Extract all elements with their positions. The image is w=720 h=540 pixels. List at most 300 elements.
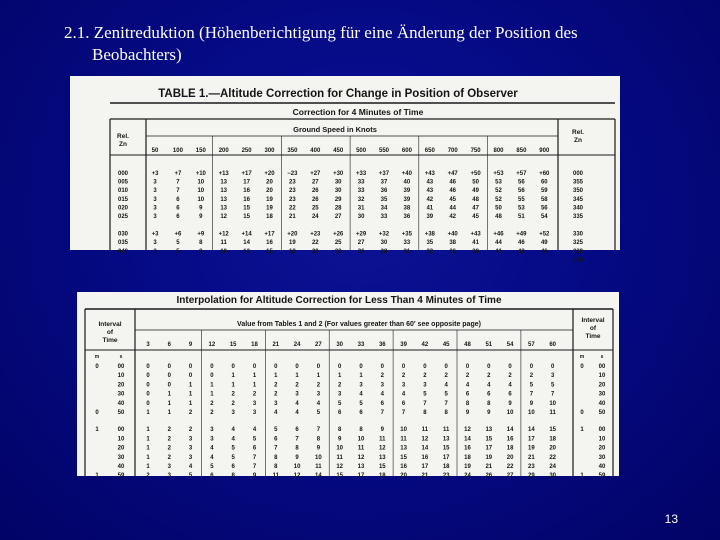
table1-cell: 8 <box>199 248 203 255</box>
table1-cell: 43 <box>518 248 525 255</box>
table1-cell: +23 <box>310 231 321 238</box>
table1-cell: +26 <box>333 231 344 238</box>
interp-cell: 0 <box>146 364 150 370</box>
interp-cell: 5 <box>444 391 448 398</box>
interp-title: Interpolation for Altitude Correction for Less Than 4 Minutes of Time <box>176 295 502 306</box>
interp-cell: 12 <box>336 464 344 470</box>
interp-cell: 10 <box>528 410 535 416</box>
interp-unit: s <box>600 354 604 360</box>
table1-zn-right-cell: 330 <box>572 231 584 238</box>
interp-cell: 2 <box>316 382 321 389</box>
interp-interval-min: 0 <box>95 364 99 370</box>
interp-cell: 17 <box>357 473 365 480</box>
interp-cell: 22 <box>506 464 514 470</box>
interp-interval-sec: 59 <box>598 473 606 480</box>
table1-cell: 3 <box>153 248 157 255</box>
interp-cell: 6 <box>465 391 470 398</box>
interp-cell: 27 <box>506 473 514 480</box>
interp-cell: 10 <box>400 427 407 434</box>
table1-cell: 44 <box>449 205 457 212</box>
interp-cell: 10 <box>549 400 557 407</box>
interp-cell: 18 <box>549 436 557 443</box>
table1-cell: 19 <box>289 240 296 247</box>
interp-cell: 11 <box>357 445 365 452</box>
table1-zn-right-cell: 345 <box>572 196 584 203</box>
interp-interval-min: 1 <box>580 427 584 434</box>
interp-cell: 12 <box>421 436 429 443</box>
interp-cell: 0 <box>316 364 321 370</box>
interp-cell: 2 <box>188 410 193 416</box>
interp-cell: 1 <box>274 373 278 380</box>
interp-cell: 3 <box>210 427 214 434</box>
interp-cell: 6 <box>338 410 342 416</box>
interp-cell: 0 <box>274 364 278 370</box>
table1-cell: 49 <box>540 240 548 247</box>
table1-cell: 7 <box>176 179 180 186</box>
interp-cell: 18 <box>506 445 514 452</box>
interp-cell: 4 <box>508 382 512 389</box>
table1-cell: 3 <box>153 205 157 212</box>
interp-interval-sec: 20 <box>117 445 125 452</box>
interp-cell: 11 <box>400 436 407 443</box>
table1-cell: 20 <box>266 188 273 195</box>
table1-cell: +52 <box>539 231 550 238</box>
interp-cell: 4 <box>444 382 448 389</box>
interp-cell: 3 <box>167 473 171 480</box>
interp-cell: 29 <box>528 473 535 480</box>
interp-cell: 19 <box>485 454 493 461</box>
table1-cell: 31 <box>403 248 411 255</box>
interp-cell: 2 <box>380 373 384 380</box>
interp-cell: 1 <box>188 391 193 398</box>
interp-interval-label-left: Interval <box>98 321 122 328</box>
interp-cell: 12 <box>357 454 365 461</box>
table1-cell: 46 <box>540 248 548 255</box>
table1-cell: 51 <box>518 214 525 220</box>
interp-cell: 26 <box>485 473 493 480</box>
interp-cell: 2 <box>401 373 406 380</box>
table1-cell: 32 <box>357 196 365 203</box>
interp-cell: 3 <box>423 382 427 389</box>
interp-cell: 22 <box>549 454 557 461</box>
interp-column-header: 27 <box>315 342 322 348</box>
table1-cell: 30 <box>334 188 342 195</box>
interp-cell: 30 <box>549 473 557 480</box>
table1-cell: +17 <box>264 231 275 238</box>
table1-svg <box>70 76 620 264</box>
interp-cell: 18 <box>378 473 386 480</box>
table1-speed-header-cell: 900 <box>539 148 550 154</box>
interp-column-header: 45 <box>442 342 450 348</box>
table1-cell: 16 <box>243 188 250 195</box>
interp-cell: 0 <box>380 364 384 370</box>
table1-cell: 46 <box>449 188 457 195</box>
interp-cell: 23 <box>528 464 535 470</box>
interp-cell: 11 <box>315 464 322 470</box>
table1-cell: +33 <box>356 171 367 177</box>
interp-cell: 15 <box>336 473 344 480</box>
interp-cell: 3 <box>380 382 384 389</box>
interp-cell: 15 <box>400 454 407 461</box>
interp-interval-sec: 20 <box>117 382 125 389</box>
table1-cell: 35 <box>380 196 388 203</box>
interp-interval-sec: 30 <box>117 391 125 398</box>
table1-cell: 33 <box>357 188 365 195</box>
interp-cell: 5 <box>423 391 427 398</box>
table1-cell: 54 <box>540 214 548 220</box>
table1-cell: 20 <box>266 179 273 186</box>
table1-cell: 43 <box>426 179 434 186</box>
table1-cell: +6 <box>174 231 182 238</box>
interp-cell: 0 <box>231 364 235 370</box>
interp-cell: 0 <box>487 364 491 370</box>
interp-cell: 11 <box>421 427 429 434</box>
table1-cell: 53 <box>495 179 502 186</box>
interp-cell: 7 <box>380 410 384 416</box>
interp-cell: 0 <box>167 364 171 370</box>
interp-cell: 0 <box>210 373 214 380</box>
table1-cell: 39 <box>426 214 434 220</box>
table1-cell: +17 <box>241 171 252 177</box>
interp-column-header: 57 <box>528 342 535 348</box>
interp-cell: 21 <box>528 454 535 461</box>
table1-speed-header-cell: 450 <box>333 148 344 154</box>
interp-cell: 2 <box>167 454 171 461</box>
table1-cell: 5 <box>176 240 180 247</box>
interp-cell: 16 <box>400 464 407 470</box>
interp-cell: 5 <box>252 436 257 443</box>
interp-cell: 4 <box>401 391 406 398</box>
interp-interval-sec: 20 <box>598 382 606 389</box>
interp-column-header: 33 <box>357 342 365 348</box>
table1-cell: 27 <box>357 240 365 247</box>
interp-cell: 5 <box>316 410 321 416</box>
interp-cell: 0 <box>551 364 555 370</box>
interp-cell: 2 <box>423 373 427 380</box>
interp-column-header: 21 <box>272 342 280 348</box>
interp-cell: 3 <box>359 382 363 389</box>
table1-cell: +13 <box>218 171 229 177</box>
interp-cell: 10 <box>336 445 344 452</box>
table1-cell: 16 <box>266 240 273 247</box>
interp-column-header: 48 <box>464 342 471 348</box>
interp-cell: 4 <box>188 464 193 470</box>
interp-interval-sec: 50 <box>598 410 606 416</box>
interpolation-scan <box>77 292 619 480</box>
table1-cell: +12 <box>218 231 229 238</box>
interp-cell: 1 <box>146 410 150 416</box>
interp-interval-sec: 40 <box>598 400 606 407</box>
table1-cell: 45 <box>449 196 457 203</box>
table1-zn-left-cell: 015 <box>117 196 129 203</box>
interp-column-header: 30 <box>336 342 344 348</box>
interp-cell: 4 <box>380 391 384 398</box>
interp-interval-label-left: of <box>106 329 114 336</box>
interp-cell: 1 <box>338 373 342 380</box>
interp-cell: 6 <box>210 473 214 480</box>
interp-cell: 4 <box>210 454 214 461</box>
table1-cell: +3 <box>151 231 159 238</box>
interp-cell: 4 <box>295 410 299 416</box>
interp-cell: 2 <box>444 373 448 380</box>
interp-cell: 6 <box>295 427 299 434</box>
table1-cell: 11 <box>220 240 227 247</box>
interp-cell: 18 <box>442 464 450 470</box>
interp-cell: 17 <box>485 445 493 452</box>
table1-cell: 50 <box>495 205 502 212</box>
table1-speed-header-cell: 150 <box>195 148 206 154</box>
interp-cell: 19 <box>528 445 535 452</box>
interp-cell: 7 <box>316 427 321 434</box>
table1-cell: +32 <box>378 231 390 238</box>
interp-interval-label-left: Time <box>102 337 118 344</box>
interp-cell: 0 <box>146 400 150 407</box>
table1-cell: 27 <box>334 214 342 220</box>
interp-cell: 9 <box>508 400 512 407</box>
table1-cell: 26 <box>357 248 365 255</box>
interp-cell: 3 <box>295 391 299 398</box>
table1-cell: 23 <box>289 179 296 186</box>
table1-cell: +46 <box>493 231 504 238</box>
table1-cell: 9 <box>199 205 203 212</box>
table1-zn-right-cell: 320 <box>572 248 584 255</box>
interp-cell: 16 <box>506 436 514 443</box>
interp-column-header: 15 <box>229 342 237 348</box>
interp-cell: 5 <box>338 400 342 407</box>
table1-cell: 5 <box>176 248 180 255</box>
interp-cell: 0 <box>444 364 448 370</box>
interp-cell: 14 <box>528 427 535 434</box>
interp-cell: 3 <box>231 410 235 416</box>
table1-cell: 20 <box>311 248 319 255</box>
table1-cell: 18 <box>289 248 296 255</box>
interp-cell: 1 <box>316 373 321 380</box>
table1-cell: 7 <box>176 188 180 195</box>
interp-cell: 1 <box>146 454 150 461</box>
interp-cell: 2 <box>529 373 534 380</box>
interp-cell: 8 <box>274 454 278 461</box>
table1-speed-header-cell: 300 <box>264 148 275 154</box>
interp-interval-label-right: Interval <box>581 317 605 324</box>
interp-cell: 1 <box>167 391 171 398</box>
interp-cell: 2 <box>252 391 257 398</box>
interp-cell: 7 <box>551 391 555 398</box>
interp-interval-sec: 00 <box>598 364 606 370</box>
interp-cell: 0 <box>252 364 257 370</box>
table1-cell: 30 <box>357 214 365 220</box>
interp-interval-sec: 30 <box>598 391 606 398</box>
interp-interval-sec: 10 <box>598 373 606 380</box>
table1-cell: 34 <box>380 205 388 212</box>
interp-cell: 3 <box>316 391 321 398</box>
interp-cell: 0 <box>401 364 406 370</box>
table1-speed-header-cell: 750 <box>470 148 481 154</box>
table1-speed-header-cell: 200 <box>218 148 229 154</box>
table1-cell: 16 <box>243 196 250 203</box>
table1-cell: 29 <box>334 196 342 203</box>
table1-cell: 55 <box>518 196 525 203</box>
interp-cell: 0 <box>529 364 534 370</box>
table1-cell: 33 <box>357 179 365 186</box>
table1-speed-header-cell: 50 <box>151 148 159 154</box>
table1-cell: 35 <box>426 240 434 247</box>
interp-cell: 2 <box>210 410 214 416</box>
interp-cell: 4 <box>252 427 257 434</box>
table1-cell: 23 <box>334 248 342 255</box>
table1-cell: 13 <box>243 248 250 255</box>
table1-cell: 13 <box>220 196 228 203</box>
table1-cell: +29 <box>356 231 367 238</box>
interp-cell: 8 <box>444 410 448 416</box>
interp-cell: 11 <box>549 410 556 416</box>
table1-cell: +50 <box>470 171 481 177</box>
table1-cell: 33 <box>380 214 388 220</box>
interp-cell: 5 <box>274 427 278 434</box>
table1-relzn-right: Rel. <box>572 129 584 136</box>
interp-cell: 10 <box>357 436 365 443</box>
interp-interval-label-right: of <box>589 325 597 332</box>
interp-cell: 1 <box>210 382 214 389</box>
interp-cell: 20 <box>549 445 557 452</box>
interp-cell: 12 <box>293 473 301 480</box>
table1-cell: 52 <box>495 188 502 195</box>
interp-cell: 2 <box>231 400 235 407</box>
table1-cell: 37 <box>380 179 388 186</box>
interp-cell: 1 <box>167 410 171 416</box>
table1-cell: +20 <box>264 171 275 177</box>
table1-cell: 44 <box>495 240 502 247</box>
interp-cell: 8 <box>316 436 321 443</box>
interp-cell: 6 <box>274 436 278 443</box>
interp-cell: 2 <box>295 382 299 389</box>
interp-cell: 8 <box>487 400 491 407</box>
table1-cell: 15 <box>243 214 250 220</box>
table1-cell: 10 <box>197 188 205 195</box>
interp-cell: 0 <box>465 364 470 370</box>
table1-cell: 25 <box>334 240 342 247</box>
interp-cell: 13 <box>400 445 407 452</box>
interp-cell: 3 <box>210 436 214 443</box>
interp-cell: 7 <box>401 410 406 416</box>
interp-cell: 4 <box>295 400 299 407</box>
table1-cell: 15 <box>266 248 273 255</box>
table1-cell: +14 <box>241 231 252 238</box>
table1-speed-header-cell: 650 <box>424 148 435 154</box>
interp-cell: 0 <box>167 382 171 389</box>
interp-cell: 1 <box>231 382 235 389</box>
table1-cell: 6 <box>176 214 180 220</box>
interp-interval-sec: 59 <box>117 473 125 480</box>
table1-cell: 10 <box>197 179 205 186</box>
table1-cell: 17 <box>243 179 250 186</box>
interp-cell: 9 <box>316 445 321 452</box>
interp-cell: 20 <box>506 454 514 461</box>
interp-cell: 7 <box>274 445 278 452</box>
interp-cell: 2 <box>188 427 193 434</box>
table1-cell: 30 <box>380 240 388 247</box>
interp-cell: 8 <box>338 427 342 434</box>
table1-cell: 39 <box>403 188 411 195</box>
interp-cell: 3 <box>188 454 193 461</box>
interp-cell: 11 <box>272 473 279 480</box>
interp-cell: 3 <box>338 391 342 398</box>
page-number: 13 <box>664 512 678 526</box>
table1-cell: 42 <box>449 214 457 220</box>
interp-cell: 1 <box>146 436 150 443</box>
interp-column-header: 54 <box>506 342 514 348</box>
table1-cell: 3 <box>153 214 157 220</box>
table1-cell: 13 <box>220 188 228 195</box>
interp-cell: 3 <box>252 410 257 416</box>
table1-cell: 27 <box>311 179 319 186</box>
interp-cell: 0 <box>508 364 512 370</box>
table1-cell: 28 <box>380 248 388 255</box>
table1-cell: 38 <box>449 240 457 247</box>
interp-column-header: 6 <box>167 342 171 348</box>
interp-cell: 24 <box>549 464 557 470</box>
interp-cell: 17 <box>528 436 535 443</box>
table1-speed-header-cell: 250 <box>241 148 252 154</box>
interp-cell: 4 <box>274 410 278 416</box>
interp-value-header: Value from Tables 1 and 2 (For values greater than 60′ see opposite page) <box>237 321 481 328</box>
interp-cell: 2 <box>210 400 214 407</box>
interp-cell: 6 <box>231 464 235 470</box>
table1-cell: 15 <box>243 205 250 212</box>
interp-interval-sec: 20 <box>598 445 606 452</box>
table1-cell: +43 <box>470 231 481 238</box>
interp-cell: 24 <box>464 473 471 480</box>
interp-cell: 12 <box>464 427 471 434</box>
interp-cell: 0 <box>423 364 427 370</box>
interp-cell: 0 <box>146 373 150 380</box>
table1-cell: 48 <box>495 214 502 220</box>
table1-cell: 26 <box>311 188 319 195</box>
interp-unit: m <box>579 354 585 360</box>
interp-cell: 15 <box>549 427 557 434</box>
table1-cell: 19 <box>266 205 273 212</box>
table1-cell: 47 <box>472 205 479 212</box>
interp-cell: 6 <box>508 391 512 398</box>
table1-cell: +57 <box>516 171 527 177</box>
interp-cell: 8 <box>231 473 235 480</box>
interp-interval-sec: 00 <box>117 364 125 370</box>
interp-cell: 11 <box>379 436 386 443</box>
interp-cell: 4 <box>465 382 470 389</box>
table1-zn-left-cell: 010 <box>117 188 129 195</box>
interp-cell: 1 <box>188 400 193 407</box>
table1-cell: 50 <box>472 179 479 186</box>
interp-interval-sec: 40 <box>117 400 125 407</box>
interp-cell: 0 <box>146 391 150 398</box>
table1-cell: 8 <box>199 240 203 247</box>
table1-cell: +38 <box>424 231 435 238</box>
interp-cell: 3 <box>252 400 257 407</box>
table1-speed-header-cell: 500 <box>356 148 367 154</box>
interp-interval-sec: 10 <box>117 436 125 443</box>
interp-interval-min: 1 <box>95 473 99 480</box>
table1-cell: 41 <box>426 205 434 212</box>
table1-cell: 30 <box>334 179 342 186</box>
table1-cell: +49 <box>516 231 527 238</box>
interp-cell: 7 <box>423 400 427 407</box>
table1-cell: 22 <box>289 205 296 212</box>
interp-cell: 6 <box>401 400 406 407</box>
interp-column-header: 51 <box>485 342 493 348</box>
interp-cell: 4 <box>231 427 235 434</box>
interp-cell: 1 <box>146 427 150 434</box>
interp-interval-min: 0 <box>95 410 99 416</box>
table1-speed-header-cell: 850 <box>516 148 527 154</box>
